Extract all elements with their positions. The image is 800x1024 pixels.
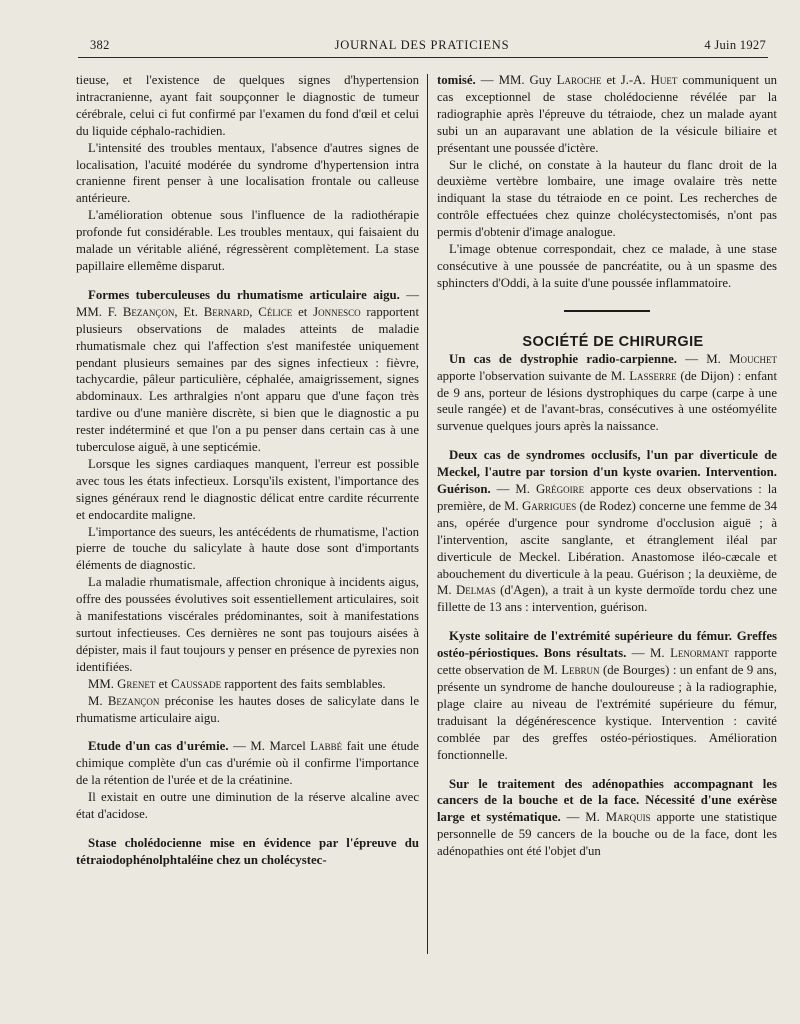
article-title: Sur le traitement des adénopathies accompagnant les cancers de la bouche et de la face. Nécessité d'une exérèse large et systématique.: [437, 776, 777, 825]
section-divider: [564, 310, 650, 312]
article-text: M.: [88, 693, 108, 708]
article-text: (de Bourges) : un enfant de 9 ans, présente un syndrome de hanche douloureuse ; à la radiographie, plage claire au niveau de l'extrémité supérieure du fémur, traduisant la dégénérescence kystique. Intervention : cavité comblée par des greffes ostéo-périostiques. Amélioration fonctionnelle.: [437, 663, 777, 762]
header-rule: [78, 57, 768, 58]
article-dystrophie: [437, 351, 777, 436]
article-text: — MM. Guy: [475, 73, 557, 87]
article-text: (de Rodez) concerne une femme de 34 ans, opérée d'urgence pour syndrome d'occlusion aiguë ; à l'intervention, ascite sanglante, et étranglement iléal par diverticule de Meckel. Libération. Anastomose iléo-cæcale et abouchement du diverticule à la peau. Guérison ; la deuxième, de M.: [437, 498, 777, 598]
paragraph: Lorsque les signes cardiaques manquent, l'erreur est possible avec tous les états infectieux. Lorsqu'ils existent, l'importance des signes généraux rend le diagnostic délicat entre cardite récurrente et endocardite maligne.: [76, 456, 419, 522]
article-kyste: [437, 628, 777, 763]
article-text: rapportent plusieurs observations de malades atteints de maladie rhumatismale chez qui l'affection s'est manifestée uniquement pendant plusieurs semaines par des signes infectieux : fièvre, tachycardie, pâleur particulière, céphalée, amaigrissement, signes abdominaux. Les arthralgies n'ont apparu que d'une façon très tardive ou d'une manière discrète, si bien que le diagnostic a pu rester indéterminé et que l'on a pu penser dans certain cas à une tuberculose aiguë, à une septicémie.: [76, 304, 420, 455]
author-name: Bezançon: [122, 304, 175, 319]
article-text: rapportent des faits semblables.: [221, 676, 386, 691]
article-text: fait une étude chimique complète d'un cas d'urémie où il confirme l'importance de la rétention de l'urée et de la créatinine.: [76, 739, 419, 788]
author-name: Célice: [258, 304, 293, 319]
page-number: 382: [90, 38, 110, 52]
paragraph: [76, 693, 419, 727]
running-header: [78, 38, 766, 56]
paragraph: L'intensité des troubles mentaux, l'absence d'autres signes de localisation, l'acuité modérée du syndrome d'hypertension intra cranienne firent penser à une localisation frontale ou calleuse antérieure.: [76, 140, 419, 206]
article-rhumatisme: [76, 287, 419, 456]
author-name: Lenormant: [670, 646, 729, 661]
article-stase-start: [76, 835, 419, 869]
paragraph: Il existait en outre une diminution de la réserve alcaline avec état d'acidose.: [76, 790, 419, 822]
article-title: Deux cas de syndromes occlusifs, l'un par diverticule de Meckel, l'autre par torsion d'un kyste ovarien. Intervention. Guérison.: [437, 448, 777, 497]
article-text: — M.: [560, 810, 606, 825]
article-title: Un cas de dystrophie radio-carpienne.: [449, 351, 677, 366]
author-name: Mouchet: [729, 351, 777, 366]
author-name: Huet: [650, 73, 678, 87]
article-title: Stase cholédocienne mise en évidence par l'épreuve du tétraiodophénolphtaléine chez un cholécystec-: [76, 835, 419, 867]
paragraph: L'importance des sueurs, les antécédents de rhumatisme, l'action pierre de touche du salicylate à haute dose sont d'importants éléments de diagnostic.: [76, 524, 419, 573]
left-column: [76, 72, 419, 869]
article-text: apporte l'observation suivante de M.: [437, 368, 630, 383]
author-name: Marquis: [605, 810, 651, 825]
article-text: ,: [249, 304, 259, 319]
article-text: et J.-A.: [601, 73, 651, 87]
article-title: tomisé.: [437, 73, 476, 87]
author-name: Grégoire: [535, 482, 585, 497]
article-text: (de Dijon) : enfant de 9 ans, porteur de lésions dystrophiques du carpe (carpe à une seule rangée) et de l'avant-bras, consécutives à une ostéomyélite survenue quelques jours après la naissance.: [437, 368, 777, 434]
article-text: communiquent un cas exceptionnel de stase cholédocienne révélée par la radiographie après l'épreuve du tétraiode, chez un malade ayant subi un an auparavant une ablation de la vésicule biliaire et présentant une poussée d'ictère.: [437, 73, 778, 155]
paragraph: L'image obtenue correspondait, chez ce malade, à une stase consécutive à une poussée de pancréatite, ou à un spasme des sphincters d'Oddi, à la suite d'une poussée inflammatoire.: [437, 242, 777, 290]
article-occlusion: [437, 447, 777, 616]
journal-title: JOURNAL DES PRATICIENS: [334, 38, 510, 52]
author-name: Laroche: [556, 73, 602, 87]
author-name: Garrigues: [521, 498, 577, 513]
column-divider: [427, 74, 428, 954]
article-title: Kyste solitaire de l'extrémité supérieure du fémur. Greffes ostéo-périostiques. Bons résultats.: [437, 629, 777, 661]
author-name: Caussade: [171, 676, 222, 691]
author-name: Bernard: [203, 304, 250, 319]
author-name: Grenet: [117, 676, 156, 691]
article-text: — M.: [490, 482, 536, 497]
paragraph: L'amélioration obtenue sous l'influence de la radiothérapie profonde fut considérable. Les troubles mentaux, qui faisaient du malade un véritable aliéné, régressèrent complètement. La stase papillaire ellemême disparut.: [76, 208, 419, 273]
article-text: rapporte cette observation de M.: [437, 646, 777, 678]
issue-date: 4 Juin 1927: [704, 38, 766, 52]
article-title: Formes tuberculeuses du rhumatisme articulaire aigu.: [88, 287, 400, 302]
section-heading: SOCIÉTÉ DE CHIRURGIE: [522, 333, 704, 350]
author-name: Labbé: [310, 739, 343, 754]
paragraph: La maladie rhumatismale, affection chronique à incidents aigus, offre des poussées évolutives soit essentiellement articulaires, soit à manifestations viscérales prédominantes, soit à manifestations surtout infectieuses. Ces dernières ne sont pas toujours aisées à dépister, mais il faut toujours y penser en présence de pyrexies non identifiées.: [76, 575, 419, 674]
paragraph: tieuse, et l'existence de quelques signes d'hypertension intracranienne, ayant fait soupçonner le diagnostic de tumeur cérébrale, celui ci fut confirmé par l'examen du fond d'œil et celui du liquide céphalo-rachidien.: [76, 73, 419, 138]
article-text: — MM. F.: [76, 287, 419, 319]
article-adenopathies: [437, 776, 777, 861]
author-name: Jonnesco: [313, 304, 361, 319]
article-text: MM.: [88, 676, 118, 691]
author-name: Lasserre: [629, 368, 677, 383]
article-title: Etude d'un cas d'urémie.: [88, 739, 229, 754]
author-name: Delmas: [456, 583, 496, 598]
paragraph: Sur le cliché, on constate à la hauteur du flanc droit de la deuxième vertèbre lombaire, une image ovalaire très nette indiquant la stase du tétraiode en ce point. Les recherches de contrôle effectuées chez quinze cholécystectomisés, n'ont pas permis d'obtenir d'image analogue.: [437, 157, 777, 240]
article-text: et: [292, 304, 314, 319]
author-name: Bezançon: [107, 693, 160, 708]
paragraph: [76, 676, 419, 693]
article-text: et: [155, 676, 172, 691]
article-text: apporte une statistique personnelle de 59 cancers de la bouche ou de la face, dont les adénopathies ont été l'objet d'un: [437, 810, 777, 859]
article-text: — M. Marcel: [228, 739, 311, 754]
article-text: — M.: [676, 351, 730, 366]
article-text: (d'Agen), a trait à un kyste dermoïde tordu chez une fillette de 13 ans : intervention, guérison.: [437, 583, 778, 615]
author-name: Lebrun: [561, 663, 600, 678]
right-column: [437, 72, 777, 860]
article-text: — M.: [626, 646, 671, 661]
article-text: apporte ces deux observations : la première, de M.: [437, 482, 777, 513]
article-stase-end: [437, 72, 777, 157]
article-text: , Et.: [174, 304, 204, 319]
article-text: préconise les hautes doses de salicylate dans le rhumatisme articulaire aigu.: [76, 693, 420, 725]
article-uremie: [76, 738, 419, 789]
